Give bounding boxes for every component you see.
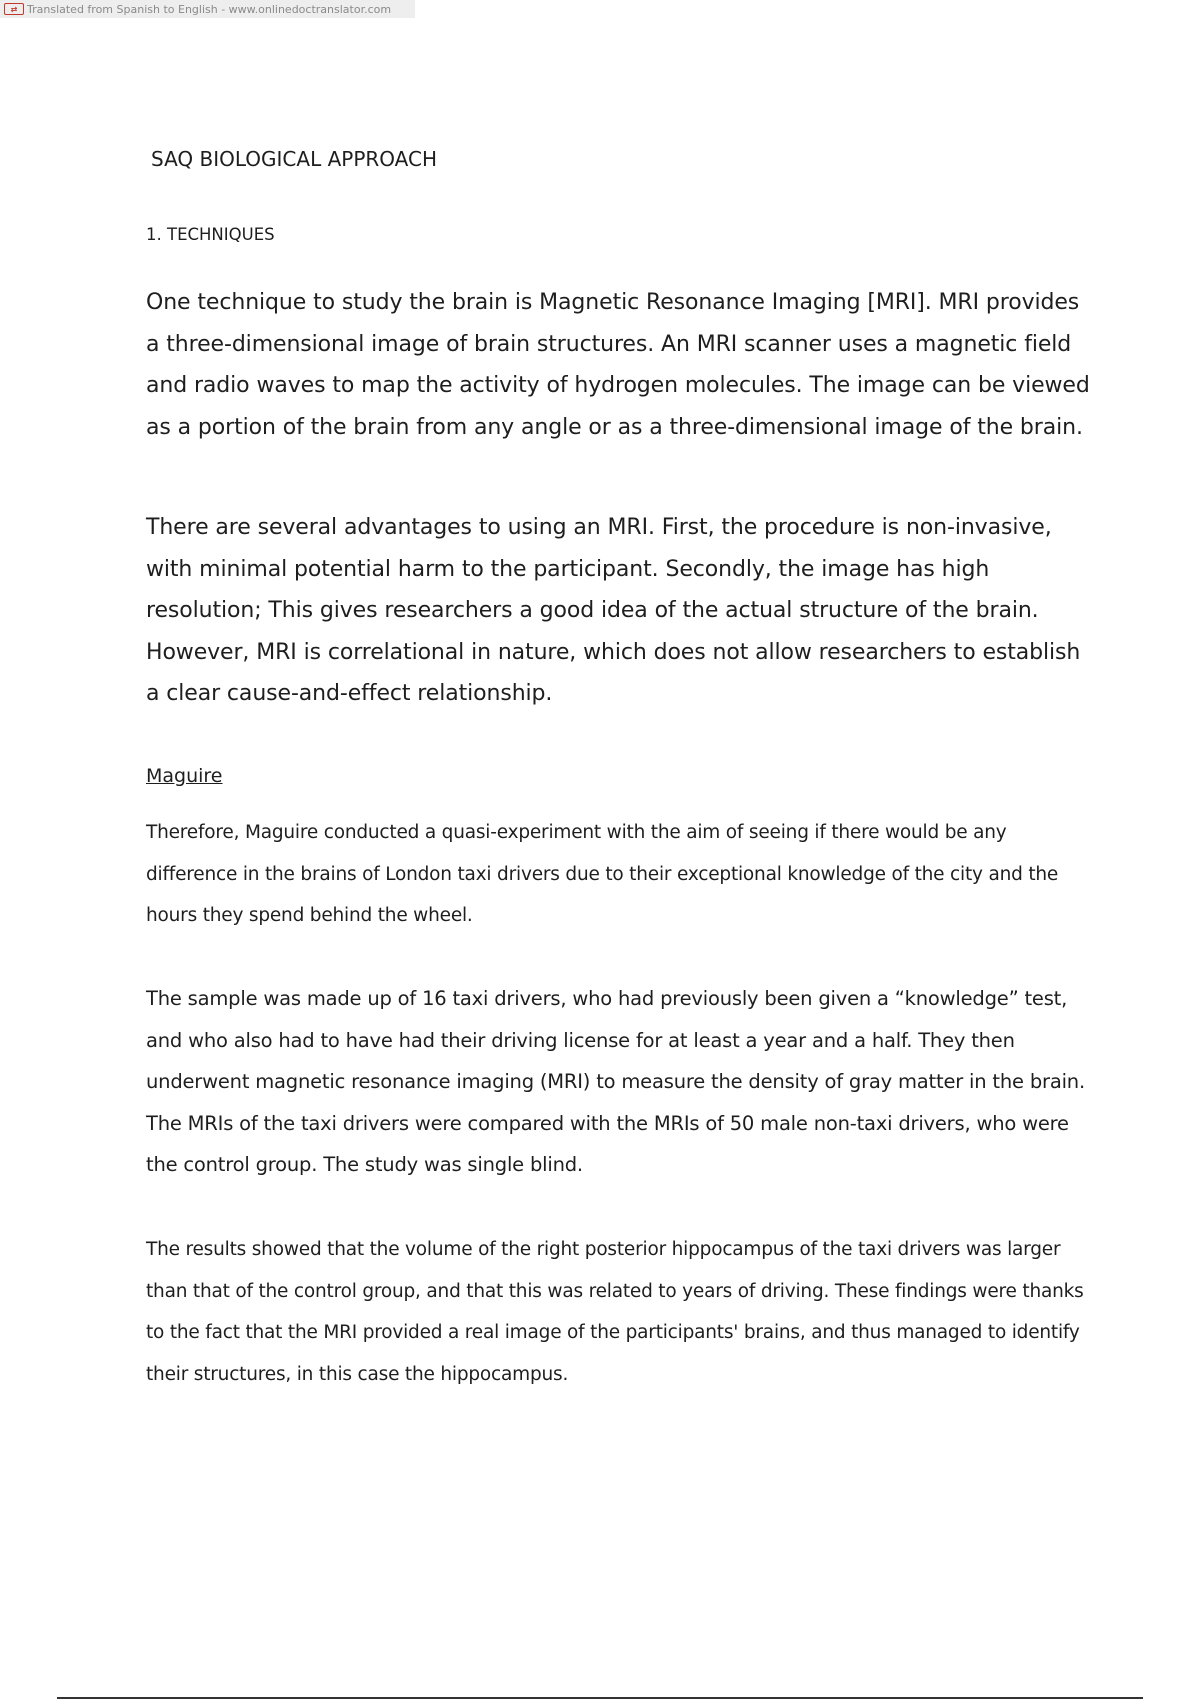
paragraph-mri-technique: One technique to study the brain is Magnetic Resonance Imaging [MRI]. MRI provides a three-dimensional image of brain structures. An MRI scanner uses a magnetic field and radio waves to map the activity of hydrogen molecules. The image can be viewed as a portion of the brain from any angle or as a three-dimensional image of the brain. <box>146 290 1090 440</box>
paragraph-mri-advantages: There are several advantages to using an MRI. First, the procedure is non-invasive, with minimal potential harm to the participant. Secondly, the image has high resolution; This gives researchers a good idea of the actual structure of the brain. However, MRI is correlational in nature, which does not allow researchers to establish a clear cause-and-effect relationship. <box>146 515 1081 706</box>
translation-banner <box>0 0 415 18</box>
banner-text: Translated from Spanish to English - www.onlinedoctranslator.com <box>27 2 392 16</box>
paragraph-maguire-aim: Therefore, Maguire conducted a quasi-experiment with the aim of seeing if there would be any difference in the brains of London taxi drivers due to their exceptional knowledge of the city and the hours they spend behind the wheel. <box>146 822 1059 926</box>
section-heading: 1. TECHNIQUES <box>146 225 275 244</box>
footer-divider <box>57 1697 1143 1699</box>
translate-icon: ⇄ <box>4 3 24 15</box>
paragraph-maguire-sample: The sample was made up of 16 taxi drivers, who had previously been given a “knowledge” test, and who also had to have had their driving license for at least a year and a half. They then underwent magnetic resonance imaging (MRI) to measure the density of gray matter in the brain. The MRIs of the taxi drivers were compared with the MRIs of 50 male non-taxi drivers, who were the control group. The study was single blind. <box>146 987 1085 1176</box>
document-title: SAQ BIOLOGICAL APPROACH <box>151 147 437 171</box>
paragraph-maguire-results: The results showed that the volume of the right posterior hippocampus of the taxi drivers was larger than that of the control group, and that this was related to years of driving. These findings were thanks to the fact that the MRI provided a real image of the participants' brains, and thus managed to identify their structures, in this case the hippocampus. <box>146 1239 1084 1385</box>
subheading-maguire: Maguire <box>146 765 223 787</box>
